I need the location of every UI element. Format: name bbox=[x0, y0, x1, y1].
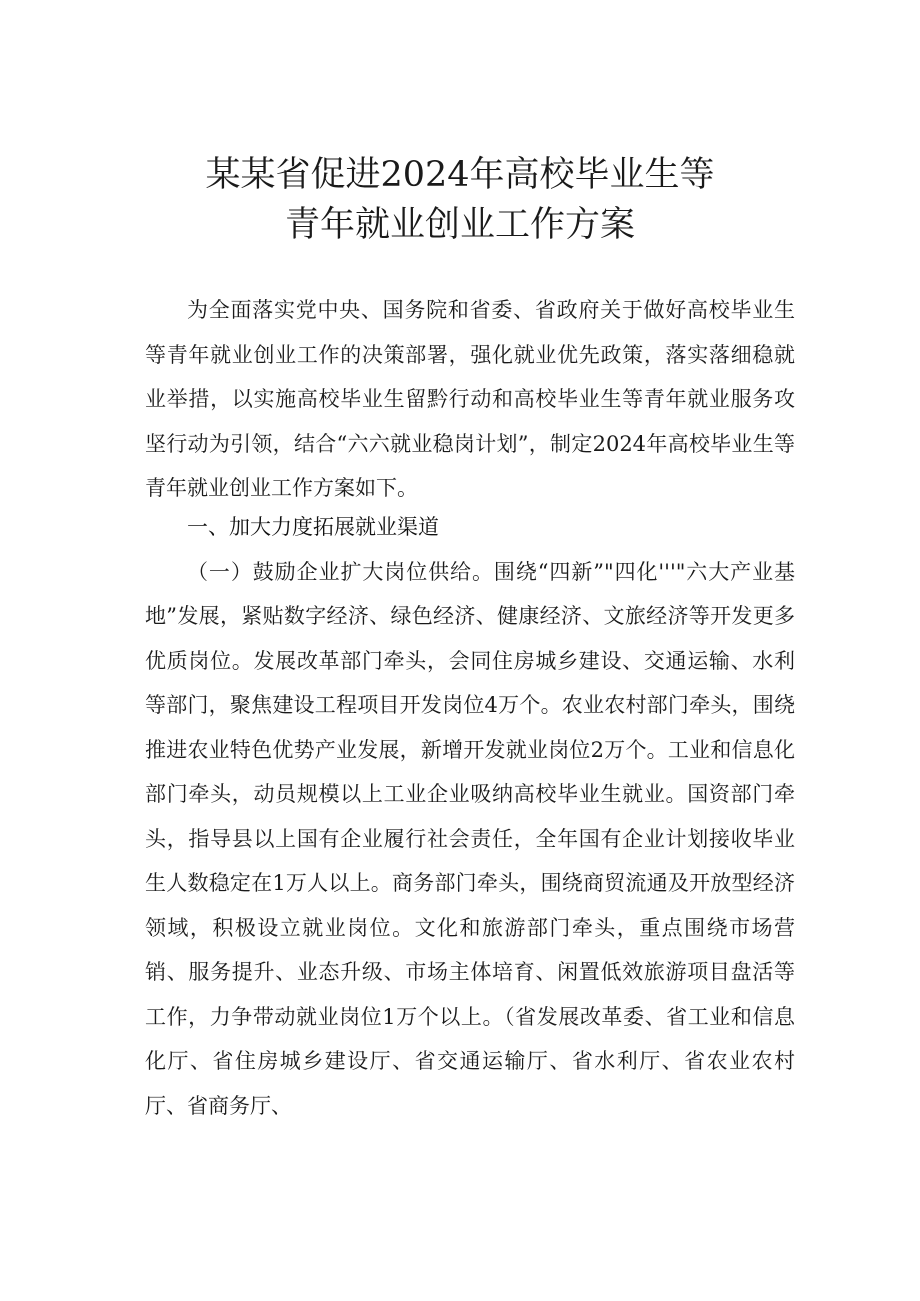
title-line-2: 青年就业创业工作方案 bbox=[284, 205, 635, 245]
document-title bbox=[0, 150, 920, 250]
intro-paragraph: 为全面落实党中央、国务院和省委、省政府关于做好高校毕业生等青年就业创业工作的决策部署，强化就业优先政策，落实落细稳就业举措，以实施高校毕业生留黔行动和高校毕业生等青年就业服务攻坚行动为引领，结合“六六就业稳岗计划”，制定2024年高校毕业生等青年就业创业工作方案如下。 bbox=[145, 298, 795, 500]
intro-section bbox=[145, 288, 795, 511]
section-heading: 一、加大力度拓展就业渠道 bbox=[187, 515, 439, 539]
title-line-1: 某某省促进2024年高校毕业生等 bbox=[205, 155, 715, 195]
section-paragraph: （一）鼓励企业扩大岗位供给。围绕“四新”"四化'''"六大产业基地”发展，紧贴数字经济、绿色经济、健康经济、文旅经济等开发更多优质岗位。发展改革部门牵头，会同住房城乡建设、交通运输、水利等部门，聚焦建设工程项目开发岗位4万个。农业农村部门牵头，围绕推进农业特色优势产业发展，新增开发就业岗位2万个。工业和信息化部门牵头，动员规模以上工业企业吸纳高校毕业生就业。国资部门牵头，指导县以上国有企业履行社会责任，全年国有企业计划接收毕业生人数稳定在1万人以上。商务部门牵头，围绕商贸流通及开放型经济领域，积极设立就业岗位。文化和旅游部门牵头，重点围绕市场营销、服务提升、业态升级、市场主体培育、闲置低效旅游项目盘活等工作，力争带动就业岗位1万个以上。（省发展改革委、省工业和信息化厅、省住房城乡建设厅、省交通运输厅、省水利厅、省农业农村厅、省商务厅、 bbox=[145, 559, 795, 1118]
section-one bbox=[145, 505, 795, 1128]
